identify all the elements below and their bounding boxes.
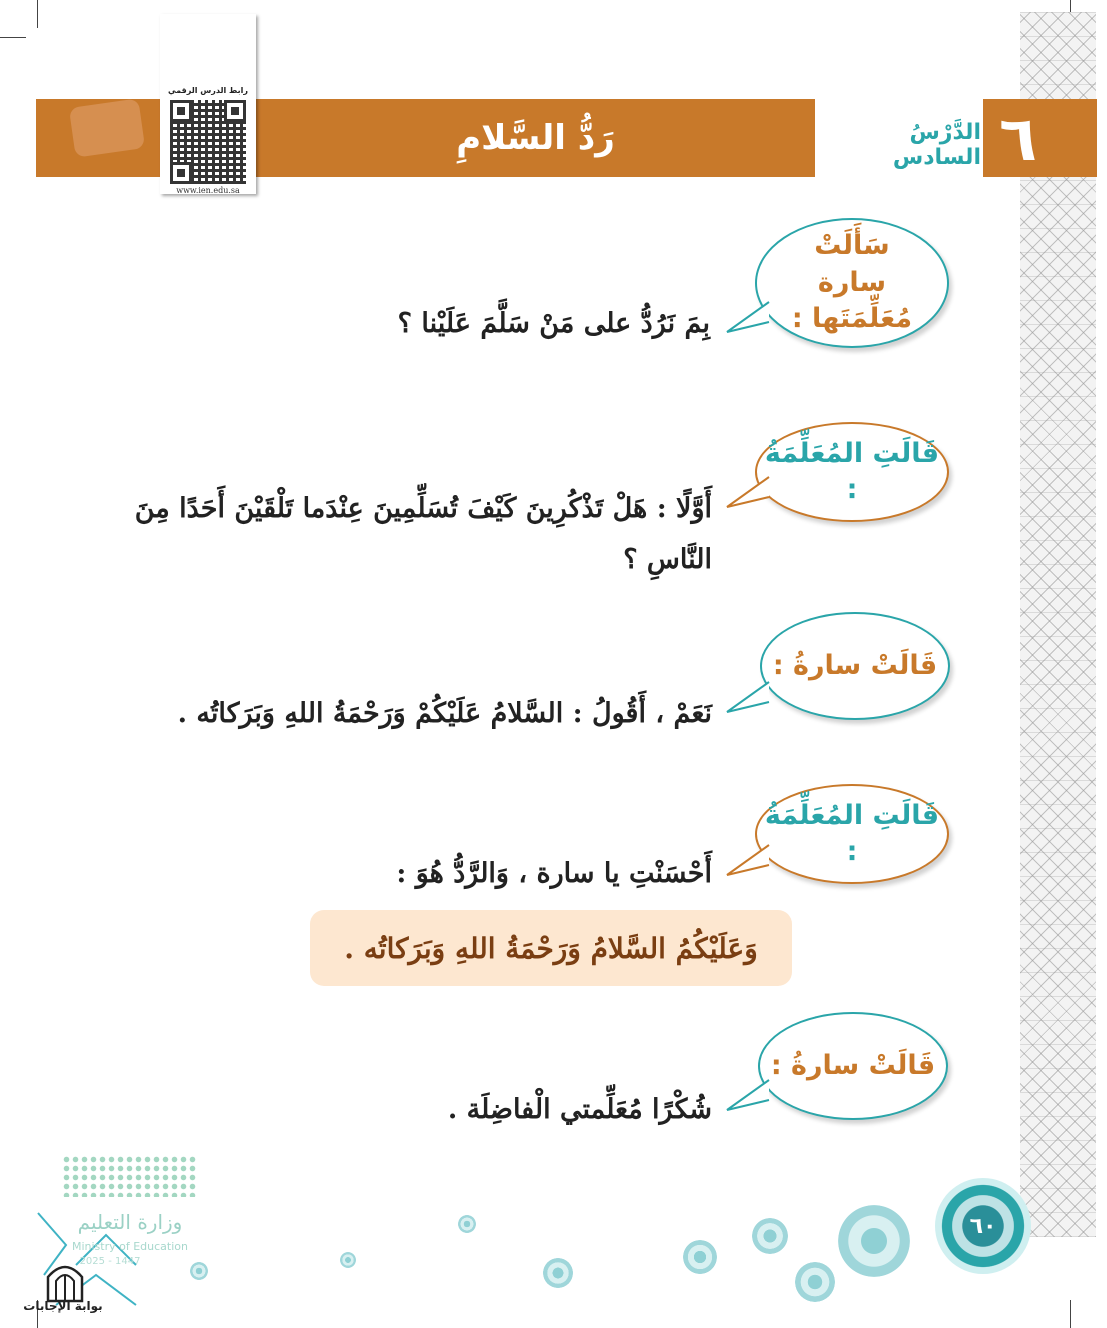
ministry-dots-logo (62, 1155, 197, 1197)
rosette-ornament-icon (752, 1218, 788, 1254)
speaker-label: قَالَتِ المُعَلِّمَةُ : (764, 437, 940, 505)
speech-bubble-teacher-1 (755, 422, 949, 522)
answers-gate-label: بوابة الإجابات (23, 1299, 103, 1313)
qr-code-icon[interactable] (170, 100, 246, 184)
speech-bubble-sara-3 (758, 1012, 948, 1120)
speech-bubble-tail-icon (725, 680, 770, 720)
ministry-year: 2025 - 1447 (79, 1256, 141, 1267)
dialogue-line-3: نَعَمْ ، أَقُولُ : السَّلامُ عَلَيْكُمْ وَرَحْمَةُ اللهِ وَبَرَكاتُه . (177, 698, 712, 729)
dialogue-line-4: أَحْسَنْتِ يا سارة ، وَالرَّدُّ هُوَ : (396, 858, 712, 889)
dialogue-line-5: شُكْرًا مُعَلِّمتي الْفاضِلَة . (447, 1094, 712, 1125)
speech-bubble-sara-2 (760, 612, 950, 720)
crop-mark (37, 0, 38, 28)
qr-card[interactable] (160, 14, 256, 194)
reply-highlight-box: وَعَلَيْكُمُ السَّلامُ وَرَحْمَةُ اللهِ وَبَرَكاتُه . (310, 910, 792, 986)
rosette-ornament-icon (543, 1258, 573, 1288)
crop-mark (1070, 1300, 1071, 1328)
ministry-name-ar: وزارة التعليم (77, 1210, 183, 1234)
speech-bubble-tail-icon (725, 475, 770, 515)
speaker-label: قَالَتْ سارةُ : (772, 649, 938, 681)
dialogue-line-2: أَوَّلًا : هَلْ تَذْكُرِينَ كَيْفَ تُسَلِّمِينَ عِنْدَما تَلْقَيْنَ أَحَدًا مِنَ النَّاسِ ؟ (134, 493, 712, 576)
speech-bubble-teacher-2 (755, 784, 949, 884)
speaker-label: سَأَلَتْ سارة مُعَلِّمَتَها : (791, 230, 913, 335)
answers-gate-logo-icon (40, 1255, 90, 1305)
rosette-ornament-icon (190, 1262, 208, 1280)
rosette-ornament-icon (838, 1205, 910, 1277)
speech-bubble-tail-icon (725, 1078, 770, 1118)
lesson-number: ٦ (999, 101, 1037, 175)
decorative-pattern-strip (1020, 12, 1096, 1237)
speech-bubble-sara-1 (755, 218, 949, 348)
speech-bubble-tail-icon (725, 300, 770, 340)
rosette-ornament-icon (340, 1252, 356, 1268)
lesson-label: الدَّرْسُ السادس (892, 120, 981, 170)
header-left-band (36, 99, 166, 177)
ministry-name-en: Ministry of Education (71, 1240, 188, 1253)
qr-caption: رابط الدرس الرقمي (168, 86, 248, 95)
qr-url: www.ien.edu.sa (176, 186, 240, 195)
speaker-label: قَالَتْ سارةُ : (770, 1049, 936, 1081)
header-stamp-ornament (69, 98, 145, 157)
crop-mark (0, 37, 26, 38)
speech-bubble-tail-icon (725, 843, 770, 883)
dialogue-line-1: بِمَ نَرُدُّ على مَنْ سَلَّمَ عَلَيْنا ؟ (397, 308, 710, 339)
rosette-ornament-icon (458, 1215, 476, 1233)
speaker-label: قَالَتِ المُعَلِّمَةُ : (764, 799, 940, 867)
page-number: ٦٠ (969, 1213, 997, 1239)
page-title: رَدُّ السَّلامِ (456, 118, 615, 158)
rosette-ornament-icon (795, 1262, 835, 1302)
rosette-ornament-icon (683, 1240, 717, 1274)
